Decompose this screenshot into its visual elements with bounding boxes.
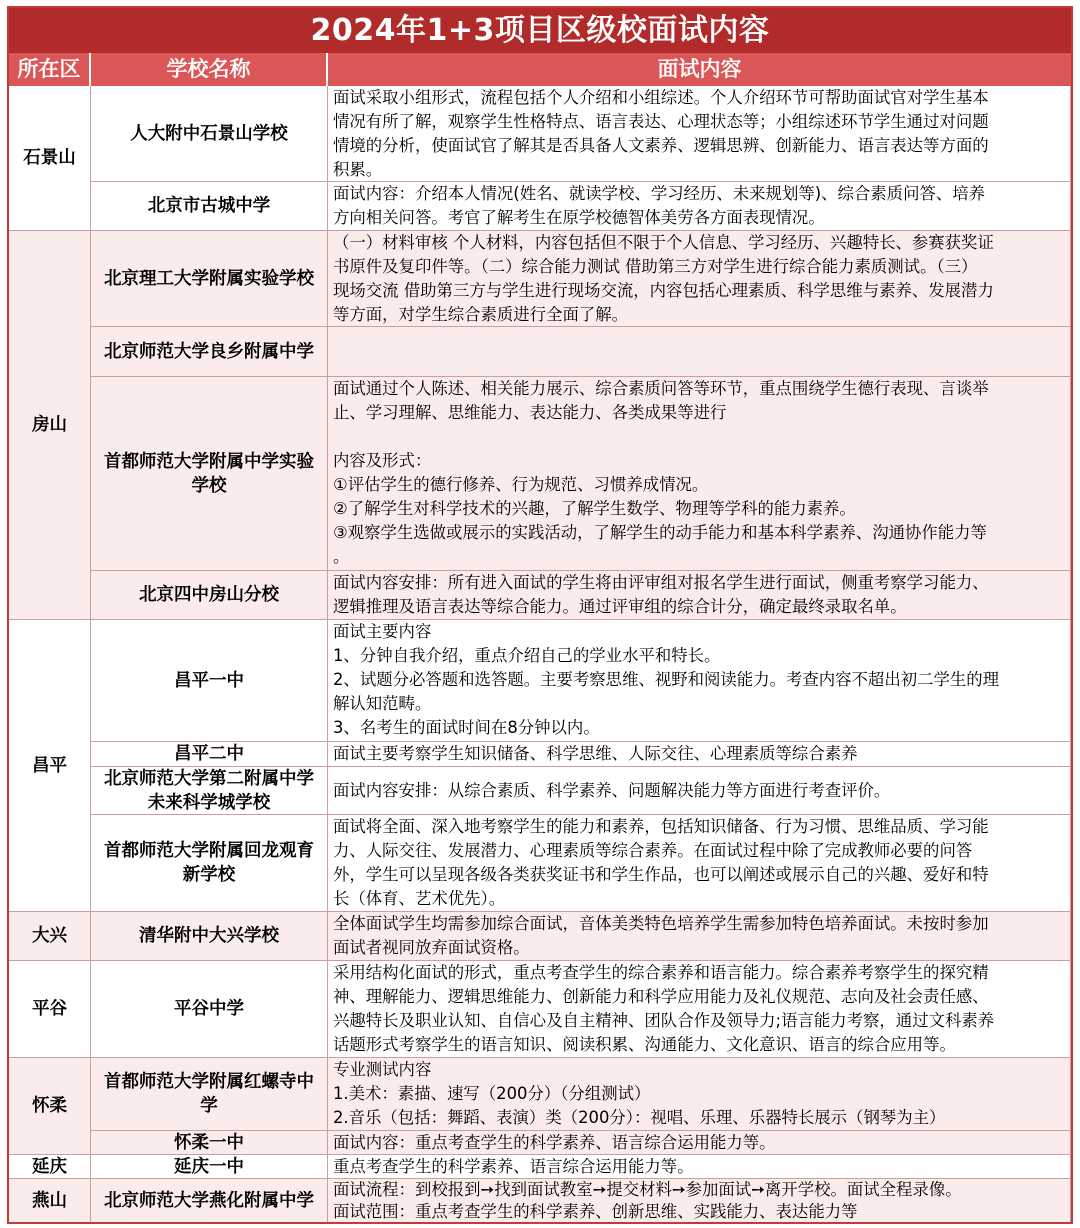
table-title: 2024年1+3项目区级校面试内容 xyxy=(9,8,1071,53)
interview-content: （一）材料审核 个人材料，内容包括但不限于个人信息、学习经历、兴趣特长、参赛获奖证 书原件及复印件等。（二）综合能力测试 借助第三方对学生进行综合能力素质测试。（三） 现场交流 借助第三方与学生进行现场交流，内容包括心理素质、科学思维与素养、发展潜力 等方面，对学生综合素质进行全面了解。 xyxy=(328,231,1071,327)
interview-content: 面试内容：介绍本人情况(姓名、就读学校、学习经历、未来规划等)、综合素质问答、培养 方向相关问答。考官了解考生在原学校德智体美劳各方面表现情况。 xyxy=(328,182,1071,231)
district-cell: 房山 xyxy=(9,231,91,620)
admission-interview-table xyxy=(7,6,1073,1224)
interview-content: 全体面试学生均需参加综合面试，音体美类特色培养学生需参加特色培养面试。未按时参加 面试者视同放弃面试资格。 xyxy=(328,912,1071,961)
school-name: 清华附中大兴学校 xyxy=(91,912,328,961)
school-name: 北京师范大学良乡附属中学 xyxy=(91,327,328,377)
school-name: 延庆一中 xyxy=(91,1155,328,1179)
school-name: 北京市古城中学 xyxy=(91,182,328,231)
district-cell: 昌平 xyxy=(9,620,91,912)
header-district: 所在区 xyxy=(9,53,91,86)
school-name: 昌平一中 xyxy=(91,620,328,742)
interview-content: 面试将全面、深入地考察学生的能力和素养，包括知识储备、行为习惯、思维品质、学习能 力、人际交往、发展潜力、心理素质等综合素养。在面试过程中除了完成教师必要的问答 外，学生可以呈现各级各类获奖证书和学生作品，也可以阐述或展示自己的兴趣、爱好和特 长（体育、艺术优先）。 xyxy=(328,815,1071,912)
district-cell: 石景山 xyxy=(9,86,91,231)
school-name: 北京师范大学第二附属中学未来科学城学校 xyxy=(91,767,328,815)
school-name: 平谷中学 xyxy=(91,961,328,1058)
interview-content: 面试内容：重点考查学生的科学素养、语言综合运用能力等。 xyxy=(328,1131,1071,1155)
school-name: 北京师范大学燕化附属中学 xyxy=(91,1179,328,1222)
school-name: 北京理工大学附属实验学校 xyxy=(91,231,328,327)
district-cell: 燕山 xyxy=(9,1179,91,1222)
school-name: 首都师范大学附属中学实验学校 xyxy=(91,377,328,571)
interview-content: 重点考查学生的科学素养、语言综合运用能力等。 xyxy=(328,1155,1071,1179)
school-name: 首都师范大学附属回龙观育新学校 xyxy=(91,815,328,912)
interview-content: 采用结构化面试的形式，重点考查学生的综合素养和语言能力。综合素养考察学生的探究精 神、理解能力、逻辑思维能力、创新能力和科学应用能力及礼仪规范、志向及社会责任感、 兴趣特长及职业认知、自信心及自主精神、团队合作及领导力;语言能力考察，通过文科素养 话题形式考察学生的语言知识、阅读积累、沟通能力、文化意识、语言的综合应用等。 xyxy=(328,961,1071,1058)
interview-content: 面试通过个人陈述、相关能力展示、综合素质问答等环节，重点围绕学生德行表现、言谈举 止、学习理解、思维能力、表达能力、各类成果等进行 内容及形式： ①评估学生的德行修养、行为规范、习惯养成情况。 ②了解学生对科学技术的兴趣，了解学生数学、物理等学科的能力素养。 ③观察学生选做或展示的实践活动，了解学生的动手能力和基本科学素养、沟通协作能力等 。 xyxy=(328,377,1071,571)
interview-content: 专业测试内容 1.美术：素描、速写（200分）（分组测试） 2.音乐（包括：舞蹈、表演）类（200分）：视唱、乐理、乐器特长展示（钢琴为主） xyxy=(328,1058,1071,1131)
interview-content: 面试主要考察学生知识储备、科学思维、人际交往、心理素质等综合素养 xyxy=(328,742,1071,767)
district-cell: 大兴 xyxy=(9,912,91,961)
school-name: 昌平二中 xyxy=(91,742,328,767)
school-name: 北京四中房山分校 xyxy=(91,571,328,620)
district-cell: 怀柔 xyxy=(9,1058,91,1155)
interview-content: 面试主要内容 1、分钟自我介绍，重点介绍自己的学业水平和特长。 2、试题分必答题和选答题。主要考察思维、视野和阅读能力。考查内容不超出初二学生的理 解认知范畴。 3、名考生的面试时间在8分钟以内。 xyxy=(328,620,1071,742)
interview-content: 面试流程：到校报到➙找到面试教室➙提交材料➙参加面试➙离开学校。面试全程录像。 面试范围：重点考查学生的科学素养、创新思维、实践能力、表达能力等 xyxy=(328,1179,1071,1222)
interview-content: 面试内容安排：所有进入面试的学生将由评审组对报名学生进行面试，侧重考察学习能力、 逻辑推理及语言表达等综合能力。通过评审组的综合计分，确定最终录取名单。 xyxy=(328,571,1071,620)
interview-content-empty xyxy=(328,327,1071,377)
interview-content: 面试采取小组形式，流程包括个人介绍和小组综述。个人介绍环节可帮助面试官对学生基本 情况有所了解，观察学生性格特点、语言表达、心理状态等；小组综述环节学生通过对问题 情境的分析，使面试官了解其是否具备人文素养、逻辑思辨、创新能力、语言表达等方面的 积累。 xyxy=(328,86,1071,182)
header-content: 面试内容 xyxy=(328,53,1071,86)
header-school: 学校名称 xyxy=(91,53,328,86)
school-name: 首都师范大学附属红螺寺中学 xyxy=(91,1058,328,1131)
interview-content: 面试内容安排：从综合素质、科学素养、问题解决能力等方面进行考查评价。 xyxy=(328,767,1071,815)
district-cell: 延庆 xyxy=(9,1155,91,1179)
school-name: 人大附中石景山学校 xyxy=(91,86,328,182)
district-cell: 平谷 xyxy=(9,961,91,1058)
school-name: 怀柔一中 xyxy=(91,1131,328,1155)
